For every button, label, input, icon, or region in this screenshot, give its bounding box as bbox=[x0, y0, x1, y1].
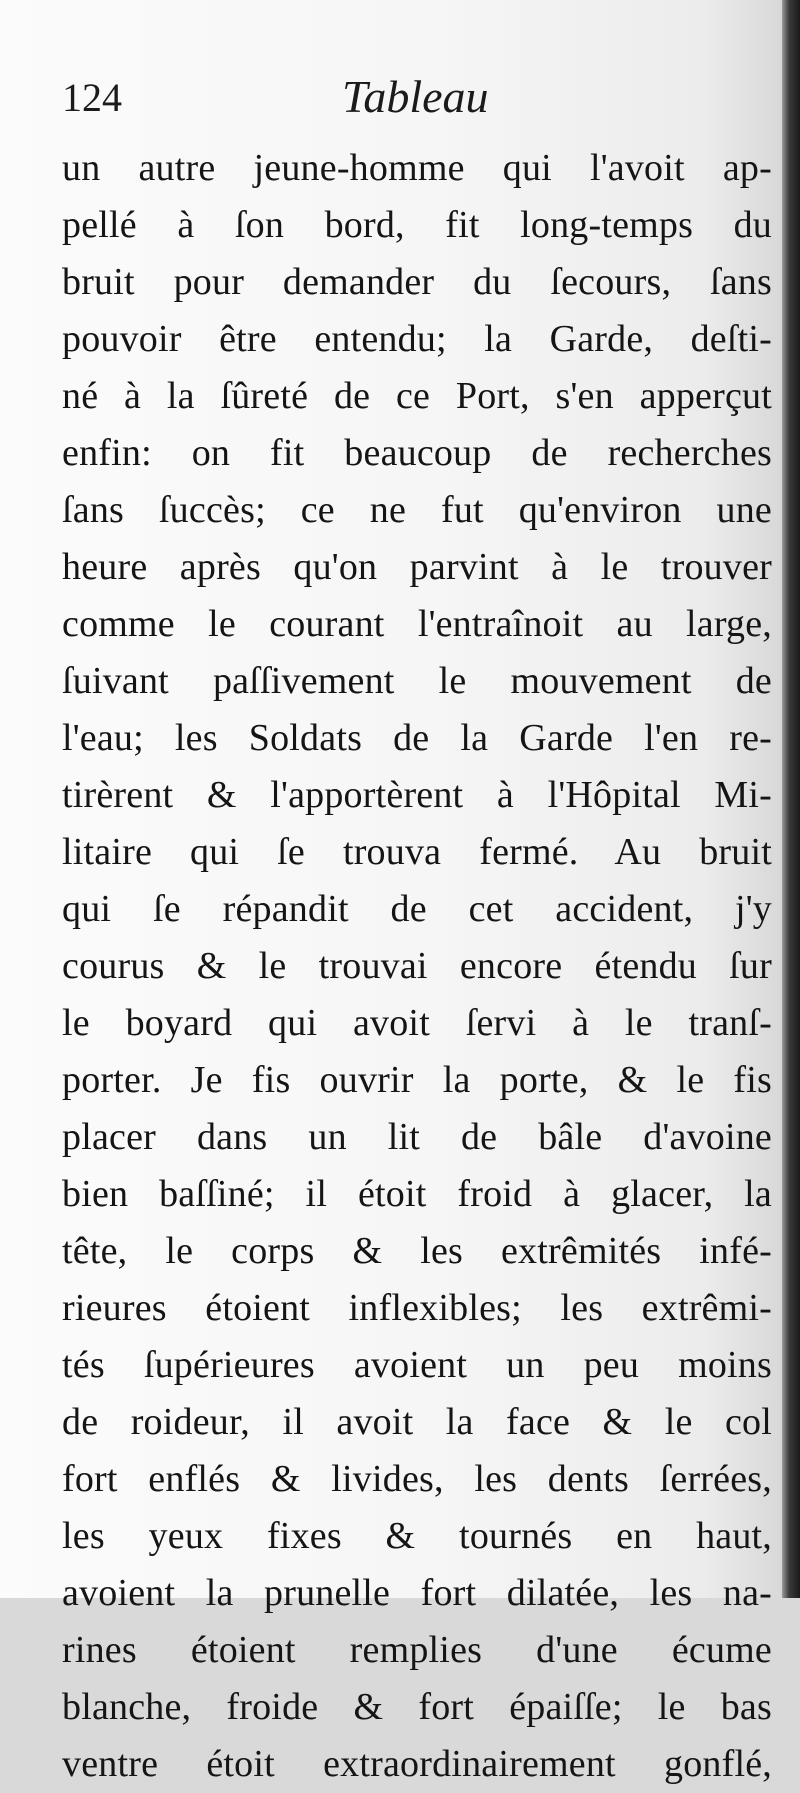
text-line: pellé à ſon bord, fit long-temps du bbox=[62, 204, 772, 246]
text-line: l'eau; les Soldats de la Garde l'en re- bbox=[62, 717, 772, 759]
text-line: pouvoir être entendu; la Garde, deſti- bbox=[62, 318, 772, 360]
text-line: courus & le trouvai encore étendu ſur bbox=[62, 945, 772, 987]
text-line: heure après qu'on parvint à le trouver bbox=[62, 546, 772, 588]
page-header bbox=[62, 70, 762, 130]
running-title: Tableau bbox=[342, 71, 489, 122]
page-number: 124 bbox=[62, 75, 122, 120]
text-line: blanche, froide & fort épaiſſe; le bas bbox=[62, 1686, 772, 1728]
text-line: les yeux fixes & tournés en haut, bbox=[62, 1515, 772, 1557]
text-line: enfin: on fit beaucoup de recherches bbox=[62, 432, 772, 474]
text-line: un autre jeune-homme qui l'avoit ap- bbox=[62, 147, 772, 189]
text-line: ſuivant paſſivement le mouvement de bbox=[62, 660, 772, 702]
body-text bbox=[62, 140, 772, 1793]
text-line: comme le courant l'entraînoit au large, bbox=[62, 603, 772, 645]
text-line: bruit pour demander du ſecours, ſans bbox=[62, 261, 772, 303]
text-line: rieures étoient inflexibles; les extrêmi- bbox=[62, 1287, 772, 1329]
text-line: rines étoient remplies d'une écume bbox=[62, 1629, 772, 1671]
text-line: litaire qui ſe trouva fermé. Au bruit bbox=[62, 831, 772, 873]
text-line: tés ſupérieures avoient un peu moins bbox=[62, 1344, 772, 1386]
text-line: porter. Je fis ouvrir la porte, & le fis bbox=[62, 1059, 772, 1101]
text-line: qui ſe répandit de cet accident, j'y bbox=[62, 888, 772, 930]
text-line: de roideur, il avoit la face & le col bbox=[62, 1401, 772, 1443]
text-line: tirèrent & l'apportèrent à l'Hôpital Mi- bbox=[62, 774, 772, 816]
text-line: né à la ſûreté de ce Port, s'en apperçut bbox=[62, 375, 772, 417]
text-line: ſans ſuccès; ce ne fut qu'environ une bbox=[62, 489, 772, 531]
page-gutter-shadow bbox=[782, 0, 800, 1598]
text-line: fort enflés & livides, les dents ſerrées, bbox=[62, 1458, 772, 1500]
text-line: placer dans un lit de bâle d'avoine bbox=[62, 1116, 772, 1158]
text-line: le boyard qui avoit ſervi à le tranſ- bbox=[62, 1002, 772, 1044]
text-line: avoient la prunelle fort dilatée, les na- bbox=[62, 1572, 772, 1614]
text-line: ventre étoit extraordinairement gonflé, bbox=[62, 1743, 772, 1785]
text-line: tête, le corps & les extrêmités infé- bbox=[62, 1230, 772, 1272]
text-line: bien baſſiné; il étoit froid à glacer, la bbox=[62, 1173, 772, 1215]
